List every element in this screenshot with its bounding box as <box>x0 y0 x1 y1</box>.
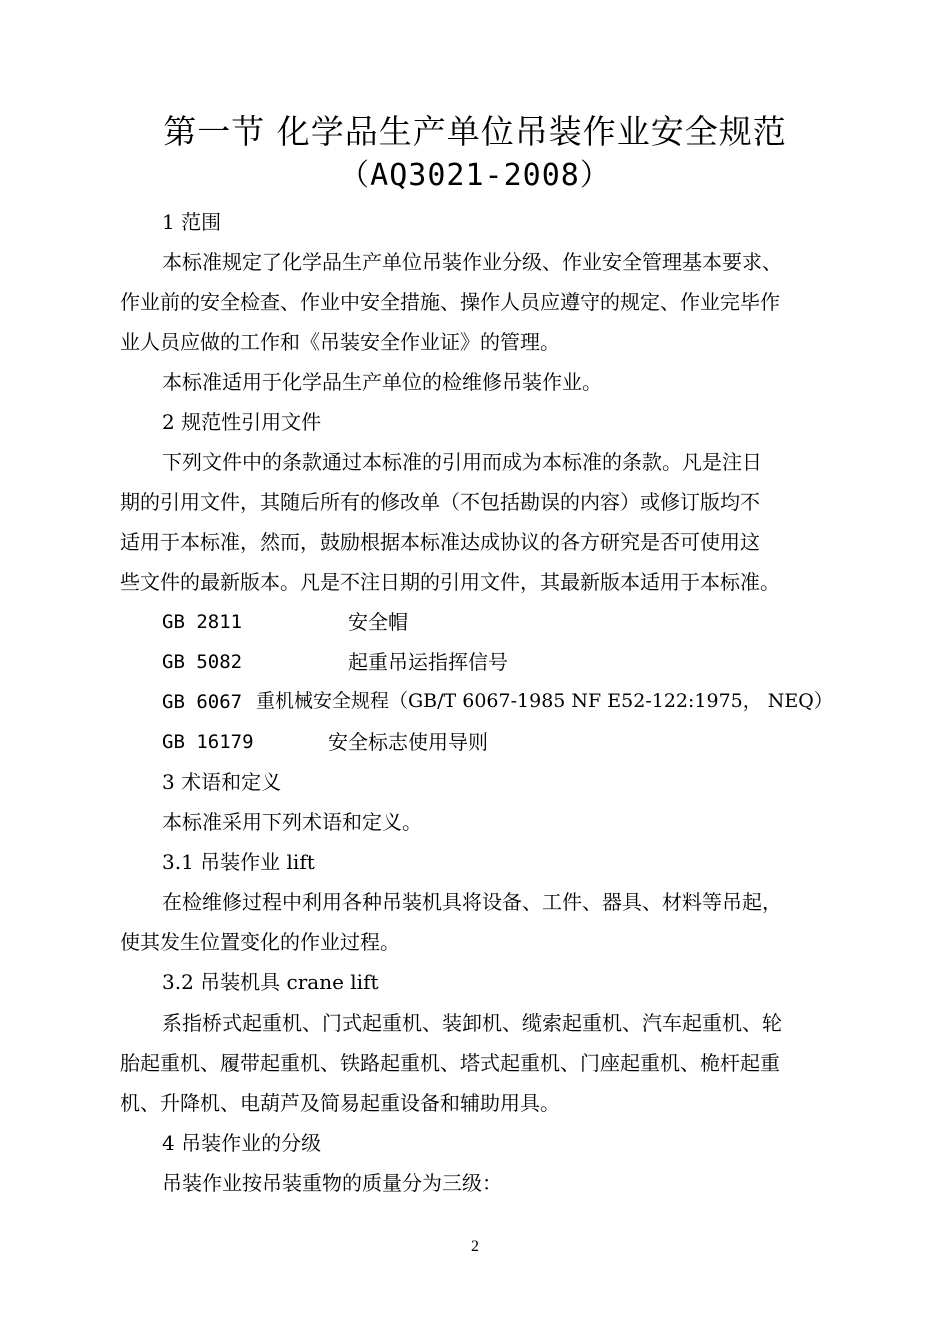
paragraph-line: 下列文件中的条款通过本标准的引用而成为本标准的条款。凡是注日 <box>162 450 762 474</box>
paragraph-line: 本标准规定了化学品生产单位吊装作业分级、作业安全管理基本要求、 <box>162 250 782 274</box>
paragraph-line: 业人员应做的工作和《吊装安全作业证》的管理。 <box>120 330 560 354</box>
section-heading: 1 范围 <box>162 210 222 234</box>
reference-code: GB 16179 <box>162 731 254 753</box>
paragraph-line: 机、升降机、电葫芦及简易起重设备和辅助用具。 <box>120 1091 560 1115</box>
standard-code: （AQ3021-2008） <box>339 158 611 193</box>
reference-title: 安全帽 <box>348 610 408 634</box>
section-heading: 4 吊装作业的分级 <box>162 1131 322 1155</box>
paragraph-line: 胎起重机、履带起重机、铁路起重机、塔式起重机、门座起重机、桅杆起重 <box>120 1051 780 1075</box>
term-heading: 3.1 吊装作业 lift <box>162 850 315 874</box>
reference-code: GB 5082 <box>162 651 243 673</box>
paragraph-line: 使其发生位置变化的作业过程。 <box>120 930 400 954</box>
reference-code: GB 6067 <box>162 691 243 713</box>
term-heading: 3.2 吊装机具 crane lift <box>162 970 379 994</box>
section-heading: 2 规范性引用文件 <box>162 410 322 434</box>
paragraph-line: 本标准采用下列术语和定义。 <box>162 810 422 834</box>
paragraph-line: 吊装作业按吊装重物的质量分为三级： <box>162 1171 502 1195</box>
reference-title: 起重吊运指挥信号 <box>348 650 508 674</box>
paragraph-line: 在检维修过程中利用各种吊装机具将设备、工件、器具、材料等吊起， <box>162 890 782 914</box>
paragraph-line: 作业前的安全检查、作业中安全措施、操作人员应遵守的规定、作业完毕作 <box>120 290 780 314</box>
reference-code: GB 2811 <box>162 611 243 633</box>
page-number: 2 <box>471 1238 479 1255</box>
reference-title: 安全标志使用导则 <box>328 730 488 754</box>
section-heading: 3 术语和定义 <box>162 770 282 794</box>
reference-title: 重机械安全规程（GB/T 6067-1985 NF E52-122:1975， NEQ） <box>256 690 833 712</box>
page-title: 第一节 化学品生产单位吊装作业安全规范 <box>163 112 787 151</box>
paragraph-line: 系指桥式起重机、门式起重机、装卸机、缆索起重机、汽车起重机、轮 <box>162 1011 782 1035</box>
paragraph-line: 些文件的最新版本。凡是不注日期的引用文件，其最新版本适用于本标准。 <box>120 570 780 594</box>
paragraph-line: 期的引用文件，其随后所有的修改单（不包括勘误的内容）或修订版均不 <box>120 490 760 514</box>
paragraph-line: 本标准适用于化学品生产单位的检维修吊装作业。 <box>162 370 602 394</box>
paragraph-line: 适用于本标准，然而，鼓励根据本标准达成协议的各方研究是否可使用这 <box>120 530 760 554</box>
